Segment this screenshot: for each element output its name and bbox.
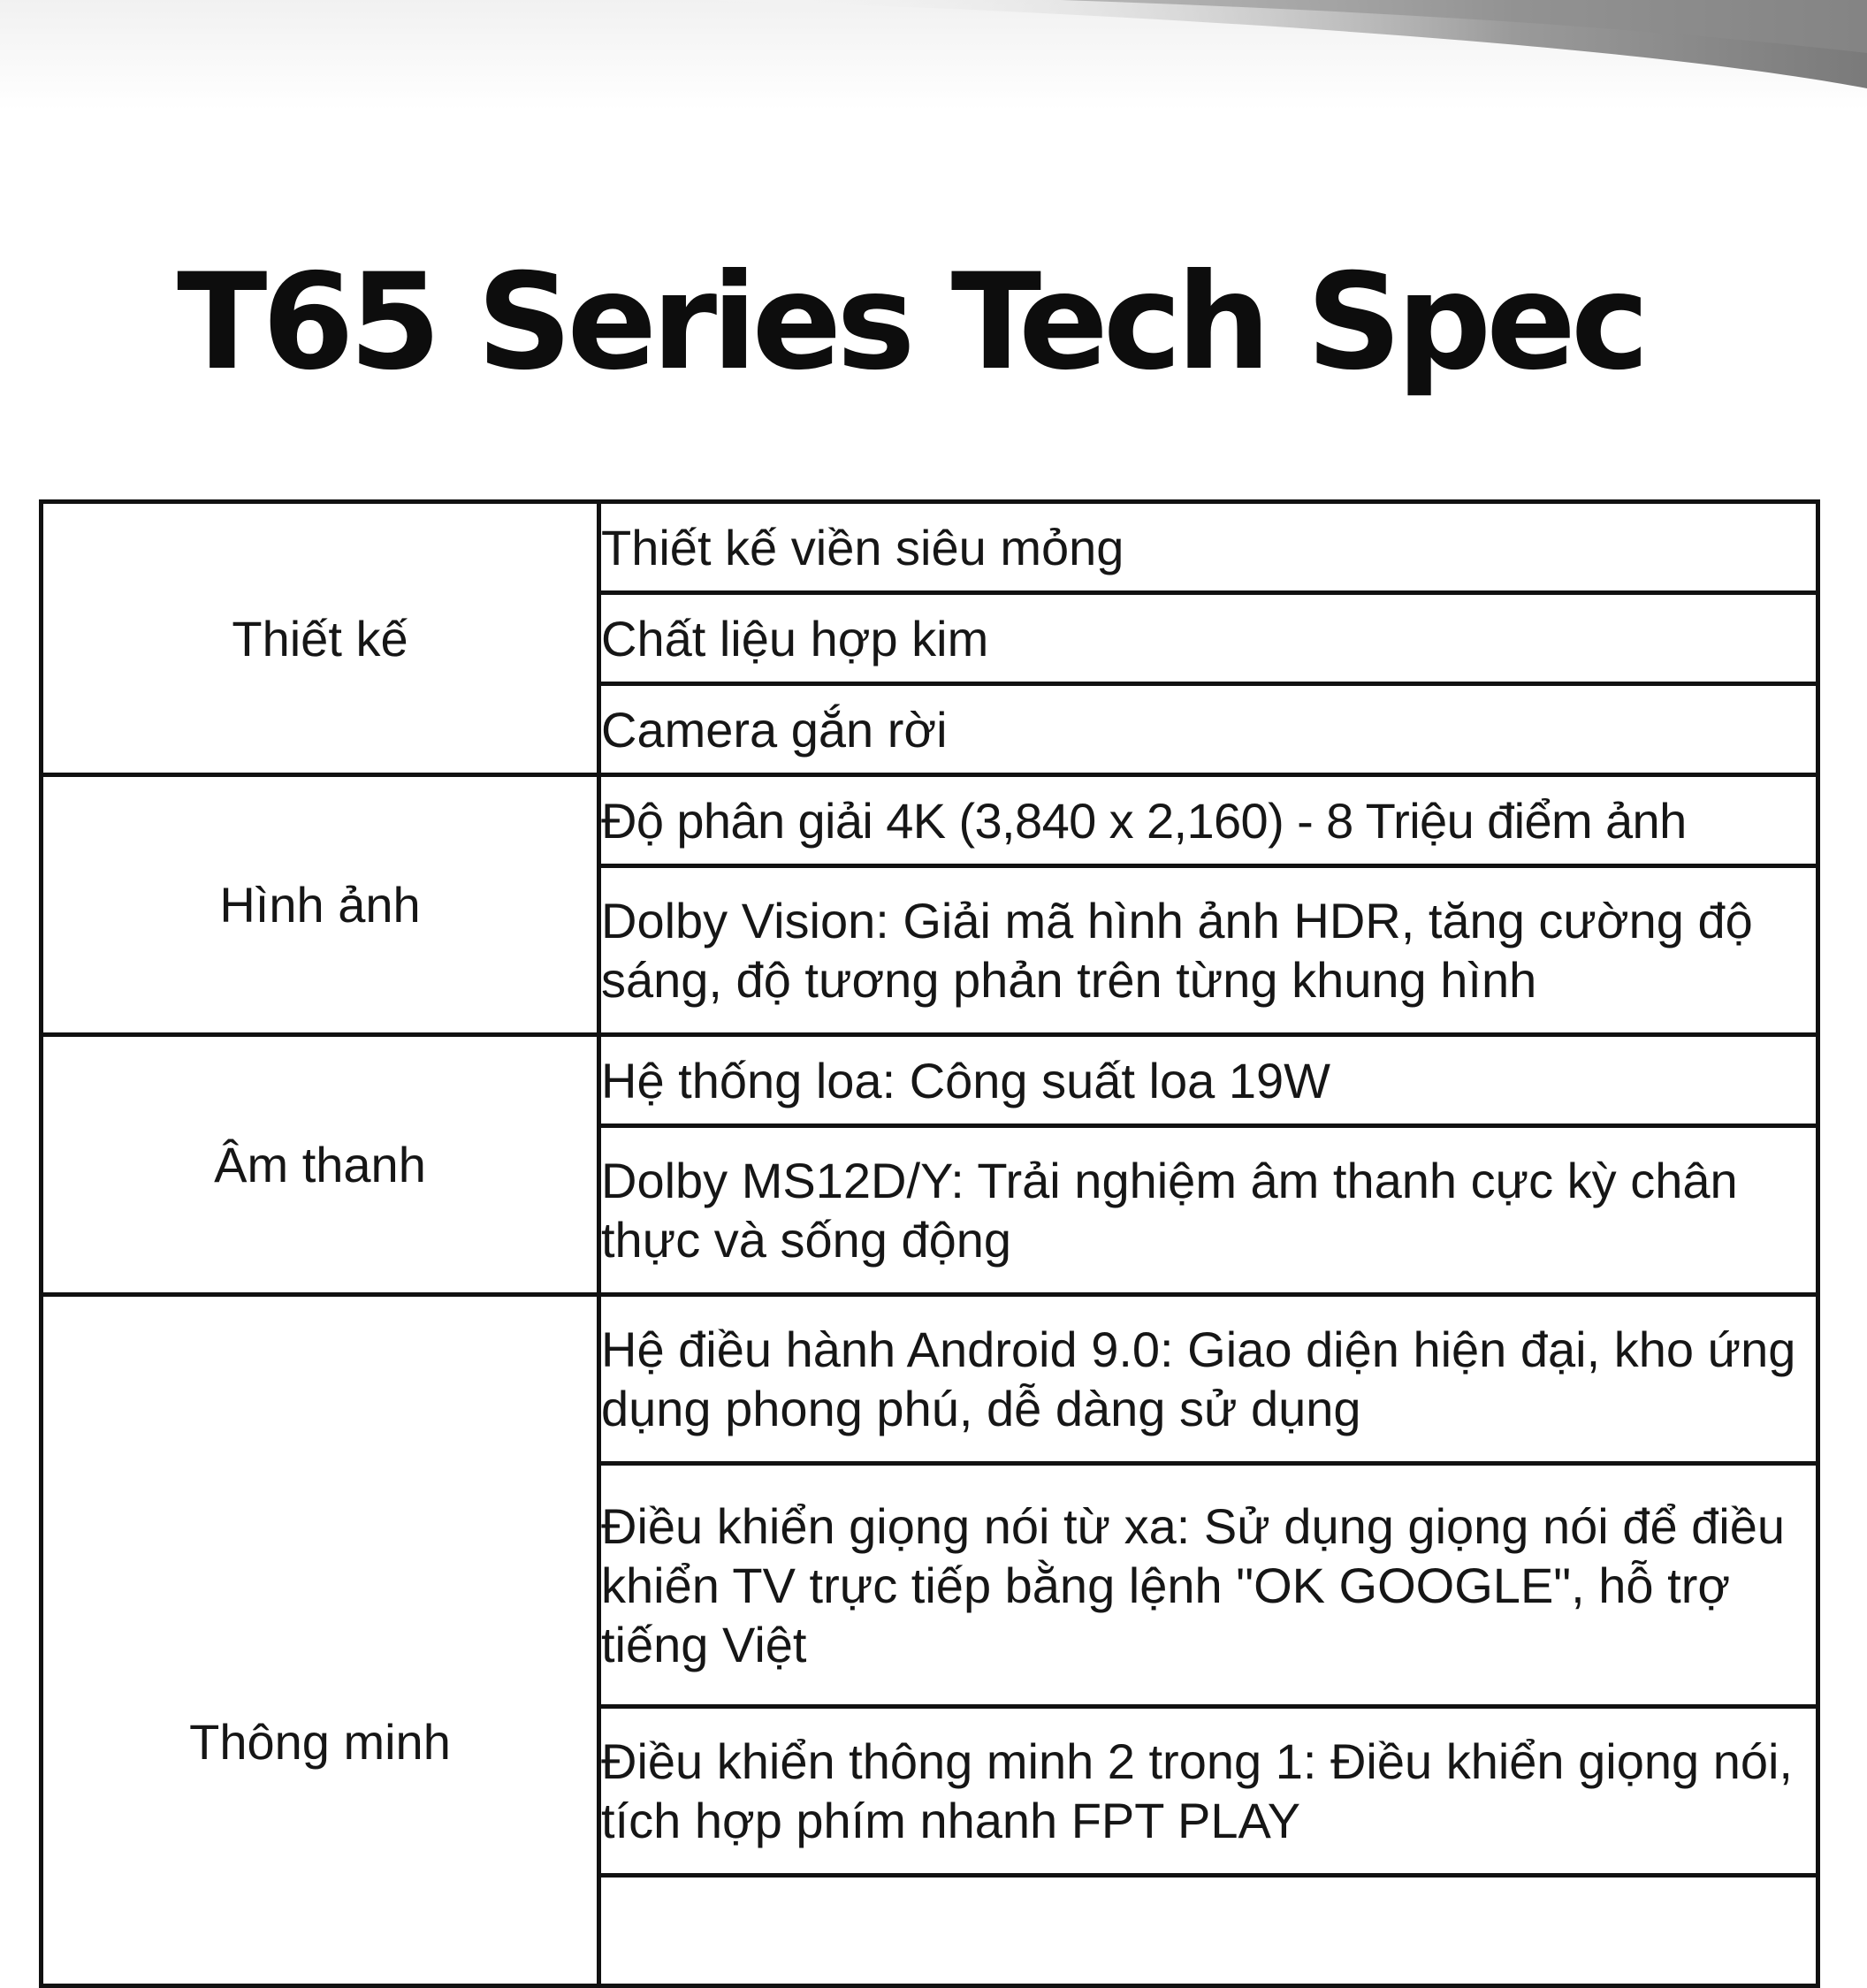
spec-cell: Camera gắn rời (599, 684, 1818, 775)
spec-cell: Dolby MS12D/Y: Trải nghiệm âm thanh cực kỳ chân thực và sống động (599, 1126, 1818, 1295)
category-cell-smart (42, 1295, 599, 1986)
category-cell-design: Thiết kế (42, 502, 599, 775)
spec-cell: Hệ thống loa: Công suất loa 19W (599, 1035, 1818, 1126)
spec-cell: Thiết kế viền siêu mỏng (599, 502, 1818, 593)
table-row (42, 1035, 1818, 1126)
category-cell-audio: Âm thanh (42, 1035, 599, 1295)
spec-cell: Điều khiển giọng nói từ xa: Sử dụng giọng nói để điều khiển TV trực tiếp bằng lệnh "OK GOOGLE", hỗ trợ tiếng Việt (599, 1464, 1818, 1707)
table-row (42, 502, 1818, 593)
spec-cell: Dolby Vision: Giải mã hình ảnh HDR, tăng cường độ sáng, độ tương phản trên từng khung hình (599, 866, 1818, 1035)
category-cell-picture: Hình ảnh (42, 775, 599, 1035)
table-row (42, 775, 1818, 866)
spec-cell: Chất liệu hợp kim (599, 593, 1818, 684)
page-title: T65 Series Tech Spec (177, 246, 1644, 400)
category-label-smart: Thông minh (189, 1714, 451, 1770)
spec-table (39, 499, 1820, 1988)
top-decorative-swoosh (0, 0, 1867, 115)
spec-cell: Hệ điều hành Android 9.0: Giao diện hiện đại, kho ứng dụng phong phú, dễ dàng sử dụng (599, 1295, 1818, 1464)
spec-cell: Độ phân giải 4K (3,840 x 2,160) - 8 Triệu điểm ảnh (599, 775, 1818, 866)
table-row (42, 1295, 1818, 1464)
spec-cell: Điều khiển thông minh 2 trong 1: Điều khiển giọng nói, tích hợp phím nhanh FPT PLAY (599, 1707, 1818, 1876)
spec-cell (599, 1876, 1818, 1986)
